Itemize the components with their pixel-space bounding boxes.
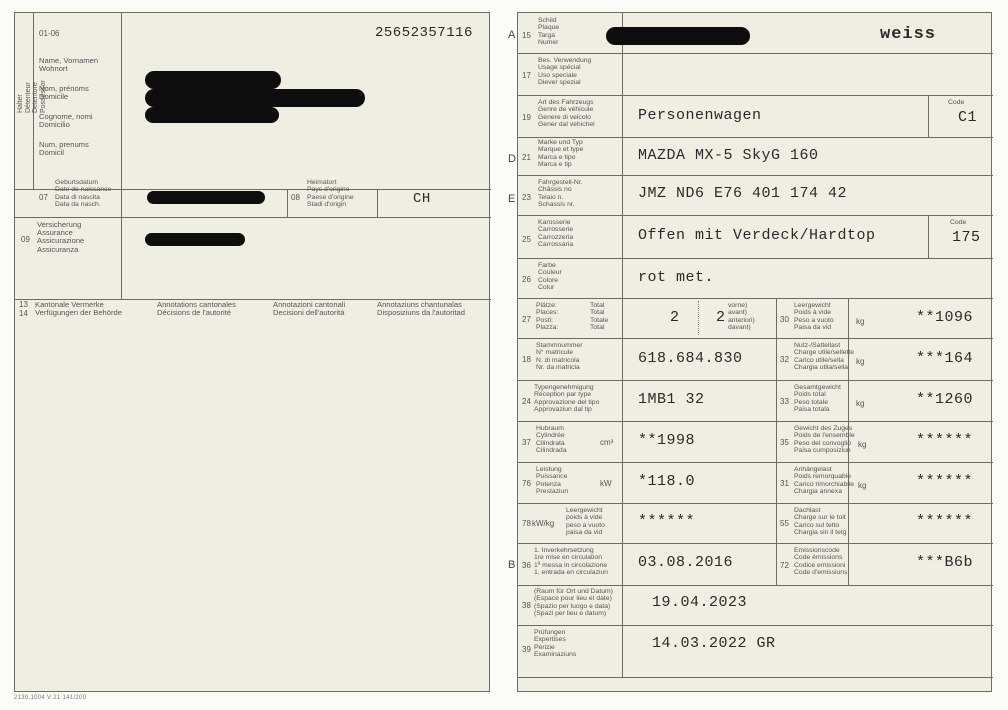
field-number: 31 xyxy=(780,479,789,488)
payload-label: Nutz-/Sattellast Charge utile/sellette Carico utile/sella Chargia utila/sella xyxy=(794,342,855,372)
redacted-address xyxy=(145,107,279,123)
holder-code: 01-06 xyxy=(39,29,60,38)
body-code: 175 xyxy=(952,229,981,246)
holder-side-label: Halter Détenteur Detentore Possessor xyxy=(17,80,47,113)
divider xyxy=(518,421,993,422)
plate-label: Schild Plaque Targa Numer xyxy=(538,17,560,47)
power-weight-value: ****** xyxy=(638,513,696,530)
annotations-de: Kantonale Vermerke Verfügungen der Behörde xyxy=(35,300,122,317)
unit-kg: kg xyxy=(856,399,865,408)
total-weight-label: Gesamtgewicht Poids total Peso totale Paisa totala xyxy=(794,384,841,414)
divider xyxy=(518,298,993,299)
type-number-label: Stammnummer N° matricule N. di matricola Nr. da matricla xyxy=(536,342,583,372)
annotations-it: Annotazioni cantonali Decisioni dell'autorità xyxy=(273,300,346,317)
field-number: 39 xyxy=(522,645,531,654)
field-number: 30 xyxy=(780,315,789,324)
field-number: 38 xyxy=(522,601,531,610)
seats-front-label: vorne) avant) anteriori) davant) xyxy=(728,302,755,332)
field-number: 55 xyxy=(780,519,789,528)
unit-kg: kg xyxy=(856,317,865,326)
form-footer: 2130.1004 V 21 141/200 xyxy=(14,695,87,701)
total-weight-value: **1260 xyxy=(916,391,974,408)
field-number: 35 xyxy=(780,438,789,447)
power-label: Leistung Puissance Potenza Prestaziun xyxy=(536,466,569,496)
field-number: 14 xyxy=(19,309,28,318)
divider xyxy=(518,503,993,504)
document-number: 25652357116 xyxy=(375,25,473,41)
train-weight-label: Gewicht des Zuges Poids de l'ensemble Peso del convoglio Paisa cumposiziun xyxy=(794,425,855,455)
divider xyxy=(518,543,993,544)
divider xyxy=(928,215,929,258)
divider xyxy=(518,95,993,96)
chassis-label: Fahrgestell-Nr. Châssis no Telaio n. Schassis nr. xyxy=(538,179,583,209)
field-number: 25 xyxy=(522,235,531,244)
code-label: Code xyxy=(950,219,967,226)
divider xyxy=(377,189,378,217)
field-number: 07 xyxy=(39,193,48,202)
displacement-value: **1998 xyxy=(638,432,696,449)
field-number: 33 xyxy=(780,397,789,406)
inspection-value: 14.03.2022 GR xyxy=(652,635,776,652)
power-value: *118.0 xyxy=(638,473,696,490)
field-number: 72 xyxy=(780,561,789,570)
field-number: 26 xyxy=(522,275,531,284)
redacted-name xyxy=(145,71,281,89)
annotations-rm: Annotaziuns chantunalas Disposiziuns da l'autoritad xyxy=(377,300,465,317)
divider xyxy=(15,217,491,218)
issue-date-value: 19.04.2023 xyxy=(652,594,748,611)
trailer-load-label: Anhängelast Poids remorquable Carico rimorchiabile Chargia annexa xyxy=(794,466,855,496)
emission-code-label: Emissionscode Code émissions Codice emissioni Code d'emissiuns xyxy=(794,547,848,577)
empty-weight-value: **1096 xyxy=(916,309,974,326)
unit-kg: kg xyxy=(856,357,865,366)
type-number-value: 618.684.830 xyxy=(638,350,743,367)
field-number: 78 xyxy=(522,519,531,528)
redacted-plate xyxy=(606,27,750,45)
field-number: 13 xyxy=(19,300,28,309)
unit-kw: kW xyxy=(600,479,612,488)
plate-color: weiss xyxy=(880,25,937,44)
birth-date-label: Geburtsdatum Date de naissance Data di nascita Data da nasch. xyxy=(55,179,112,209)
unit-kw-kg: kW/kg xyxy=(532,519,555,528)
divider xyxy=(518,175,993,176)
field-number: 08 xyxy=(291,193,300,202)
divider xyxy=(518,258,993,259)
field-number: 27 xyxy=(522,315,531,324)
chassis-value: JMZ ND6 E76 401 174 42 xyxy=(638,185,848,202)
divider xyxy=(518,53,993,54)
empty-weight-label: Leergewicht Poids à vide Peso a vuoto Paisa da vid xyxy=(794,302,834,332)
divider xyxy=(287,189,288,217)
field-number: 21 xyxy=(522,153,531,162)
margin-letter-b: B xyxy=(508,559,516,571)
field-number: 36 xyxy=(522,561,531,570)
unit-cm3: cm³ xyxy=(600,438,614,447)
field-number: 15 xyxy=(522,31,531,40)
field-number: 17 xyxy=(522,71,531,80)
field-number: 09 xyxy=(21,235,30,244)
payload-value: ***164 xyxy=(916,350,974,367)
divider xyxy=(518,677,993,678)
divider xyxy=(518,625,993,626)
unit-kg: kg xyxy=(858,481,867,490)
make-model-value: MAZDA MX-5 SkyG 160 xyxy=(638,147,819,164)
unit-kg: kg xyxy=(858,440,867,449)
trailer-load-value: ****** xyxy=(916,473,974,490)
name-label-de: Name, Vornamen Wohnort xyxy=(39,56,99,74)
seats-total: 2 xyxy=(670,309,680,326)
redacted-address xyxy=(145,89,365,107)
inspection-label: Prüfungen Expertises Perizie Examinaziuns xyxy=(534,629,577,659)
seats-label: Plätze: Places: Posti: Plazza: xyxy=(536,302,559,332)
origin-value: CH xyxy=(413,191,431,207)
field-number: 37 xyxy=(522,438,531,447)
divider xyxy=(518,462,993,463)
margin-letter-a: A xyxy=(508,29,516,41)
field-number: 76 xyxy=(522,479,531,488)
divider xyxy=(518,585,993,586)
field-number: 32 xyxy=(780,355,789,364)
divider xyxy=(518,137,993,138)
train-weight-value: ****** xyxy=(916,432,974,449)
power-weight-label: Leergewicht poids à vide peso a vuoto paisa da vid xyxy=(566,507,605,537)
approval-value: 1MB1 32 xyxy=(638,391,705,408)
issue-label: (Raum für Ort und Datum) (Espace pour lieu et date) (Spazio per luogo e data) (Spazi per lieu e datum) xyxy=(534,588,613,618)
left-page xyxy=(14,12,490,692)
first-registration-value: 03.08.2016 xyxy=(638,554,734,571)
right-page xyxy=(508,12,992,692)
annotations-fr: Annotations cantonales Décisions de l'autorité xyxy=(157,300,236,317)
approval-label: Typengenehmigung Réception par type Approvazione del tipo Approvaziun dal tip xyxy=(534,384,600,414)
body-label: Karosserie Carrosserie Carrozzeria Carrossaria xyxy=(538,219,574,249)
field-number: 23 xyxy=(522,193,531,202)
divider xyxy=(776,298,777,585)
divider xyxy=(518,215,993,216)
field-number: 19 xyxy=(522,113,531,122)
roof-load-label: Dachlast Charge sur le toit Carico sul tetto Chargia sin il tetg xyxy=(794,507,847,537)
seats-front: 2 xyxy=(716,309,726,326)
divider xyxy=(698,301,699,335)
displacement-label: Hubraum Cylindrée Cilindrata Cilindrada xyxy=(536,425,567,455)
redacted-birth-date xyxy=(147,191,265,204)
color-label: Farbe Couleur Colore Colur xyxy=(538,262,562,292)
vehicle-type-label: Art des Fahrzeugs Genre de véhicule Genere di veicolo Gener dal vehichel xyxy=(538,99,595,129)
insurance-label: Versicherung Assurance Assicurazione Assicuranza xyxy=(37,220,85,254)
field-number: 24 xyxy=(522,397,531,406)
body-value: Offen mit Verdeck/Hardtop xyxy=(638,227,876,244)
name-label-fr: Nom, prénoms Domicile xyxy=(39,84,89,102)
seats-total-label: Total Total Totale Total xyxy=(590,302,609,332)
margin-letter-d: D xyxy=(508,153,516,165)
origin-label: Heimatort Pays d'origine Paese d'origine Stadi d'origin xyxy=(307,179,354,209)
first-registration-label: 1. Inverkehrsetzung 1re mise en circulation 1ª messa in circolazione 1. entrada en circulaziun xyxy=(534,547,609,577)
divider xyxy=(518,380,993,381)
color-value: rot met. xyxy=(638,269,715,286)
divider xyxy=(928,95,929,137)
divider xyxy=(622,13,623,677)
divider xyxy=(518,338,993,339)
emission-code-value: ***B6b xyxy=(916,554,974,571)
code-label: Code xyxy=(948,99,965,106)
vehicle-type-value: Personenwagen xyxy=(638,107,762,124)
divider xyxy=(121,13,122,299)
field-number: 18 xyxy=(522,355,531,364)
name-label-it: Cognome, nomi Domicilio xyxy=(39,112,93,130)
redacted-insurance xyxy=(145,233,245,246)
margin-letter-e: E xyxy=(508,193,516,205)
name-label-rm: Num, prenums Domicil xyxy=(39,140,89,158)
vehicle-type-code: C1 xyxy=(958,109,978,126)
make-model-label: Marke und Typ Marque et type Marca e tipo Marca e tip xyxy=(538,139,584,169)
roof-load-value: ****** xyxy=(916,513,974,530)
special-use-label: Bes. Verwendung Usage spécial Uso speciale Diever spezial xyxy=(538,57,592,87)
